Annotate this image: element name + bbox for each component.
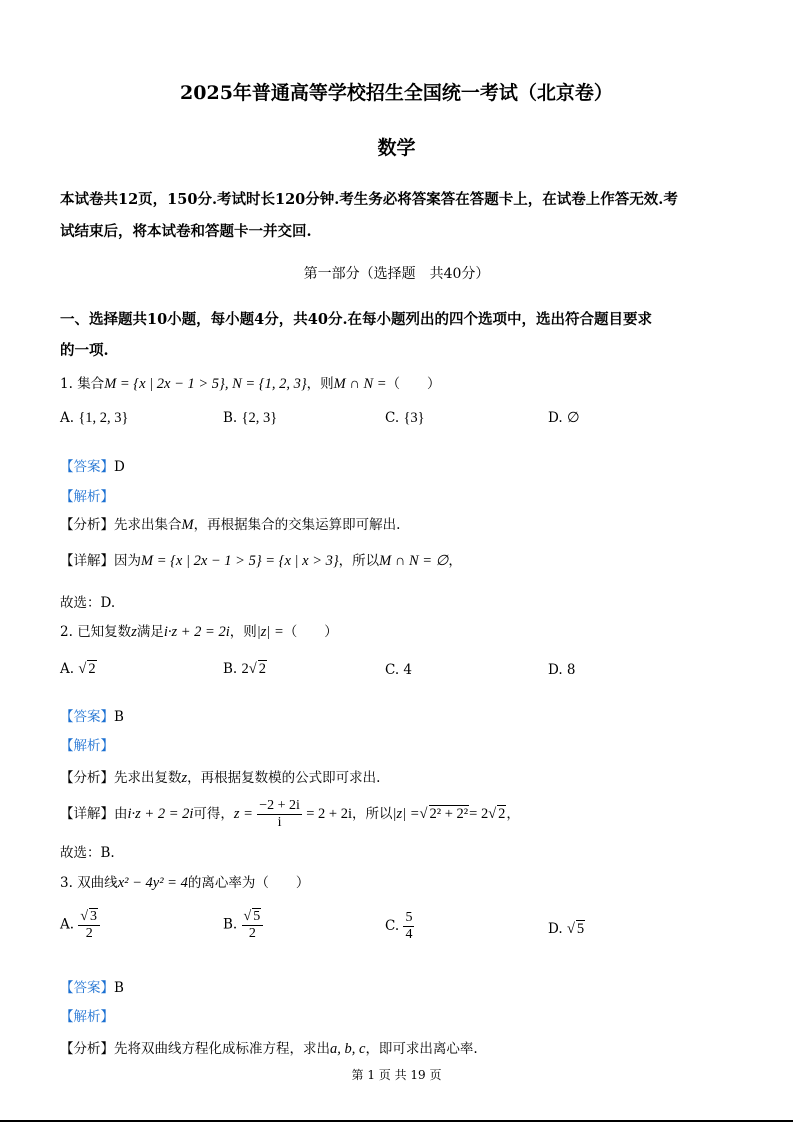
q2-option-c: C. 4 (385, 662, 413, 678)
q2-answer: 【答案】B (60, 709, 124, 725)
q1-option-a: A. {1, 2, 3} (60, 410, 129, 426)
q3-fenxi: 【分析】先将双曲线方程化成标准方程，求出a, b, c，即可求出离心率. (60, 1041, 478, 1057)
q3-option-b: B. $\frac{√ 5}{2}$ (223, 908, 263, 942)
question-1 (60, 372, 441, 393)
part-title: 第一部分（选择题 共40分） (303, 266, 490, 282)
q1-answer: 【答案】D (60, 459, 125, 475)
q1-expr: M ∩ N = (333, 376, 387, 392)
q3-analysis-tag: 【解析】 (60, 1009, 114, 1025)
q3-option-a: A. $\frac{√ 3}{2}$ (60, 908, 100, 942)
q1-mid: ，则 (306, 376, 334, 392)
q3-answer: 【答案】B (60, 980, 124, 996)
q2-fenxi: 【分析】先求出复数z，再根据复数模的公式即可求出. (60, 770, 381, 786)
q1-option-b: B. {2, 3} (223, 410, 278, 426)
q2-fraction: $\frac{-2 + 2i}{i}$ (259, 798, 300, 830)
section-line-2: 的一项. (60, 342, 109, 359)
q3-option-d: D. √ 5 (548, 921, 585, 937)
q1-detail: 【详解】因为M = {x | 2x − 1 > 5} = {x | x > 3}，所以M ∩ N = ∅， (60, 553, 462, 569)
q2-option-a: A. √ 2 (60, 661, 96, 677)
q2-conclusion: 故选：B. (60, 845, 115, 861)
exam-title: 2025年普通高等学校招生全国统一考试（北京卷） (180, 82, 613, 104)
q1-fenxi: 【分析】先求出集合M，再根据集合的交集运算即可解出. (60, 517, 401, 533)
question-3: 3. 双曲线x² − 4y² = 4的离心率为（ ） (60, 875, 310, 891)
q2-option-b: B. 2√ 2 (223, 661, 266, 677)
q1-pre: 集合 (77, 376, 105, 392)
q1-option-c: C. {3} (385, 410, 425, 426)
q1-paren: （ ） (386, 376, 441, 392)
subject-title: 数学 (377, 137, 416, 159)
q2-detail: 【详解】由i·z + 2 = 2i可得，z = $\frac{-2 + 2i}{i}$ = 2 + 2i，所以|z| =√ 2² + 2²= 2√ 2， (60, 798, 520, 830)
q3-option-c: C. $\frac{5}{4}$ (385, 910, 413, 942)
section-line-1: 一、选择题共10小题，每小题4分，共40分.在每小题列出的四个选项中，选出符合题目要求 (60, 311, 652, 328)
q1-number: 1. (60, 376, 73, 392)
q1-analysis-tag: 【解析】 (60, 489, 114, 505)
q2-analysis-tag: 【解析】 (60, 738, 114, 754)
answer-tag: 【答案】 (60, 459, 114, 475)
q1-set-m: M = {x | 2x − 1 > 5}, N = {1, 2, 3} (104, 376, 307, 392)
intro-line-1: 本试卷共12页，150分.考试时长120分钟.考生务必将答案答在答题卡上，在试卷上作答无效.考 (60, 191, 678, 208)
q1-conclusion: 故选：D. (60, 595, 116, 611)
q2-option-d: D. 8 (548, 662, 576, 678)
page-footer: 第 1 页 共 19 页 (351, 1068, 442, 1082)
intro-line-2: 试结束后，将本试卷和答题卡一并交回. (60, 223, 312, 240)
question-2: 2. 已知复数z满足i·z + 2 = 2i，则|z| =（ ） (60, 624, 338, 640)
q1-option-d: D. ∅ (548, 410, 580, 426)
